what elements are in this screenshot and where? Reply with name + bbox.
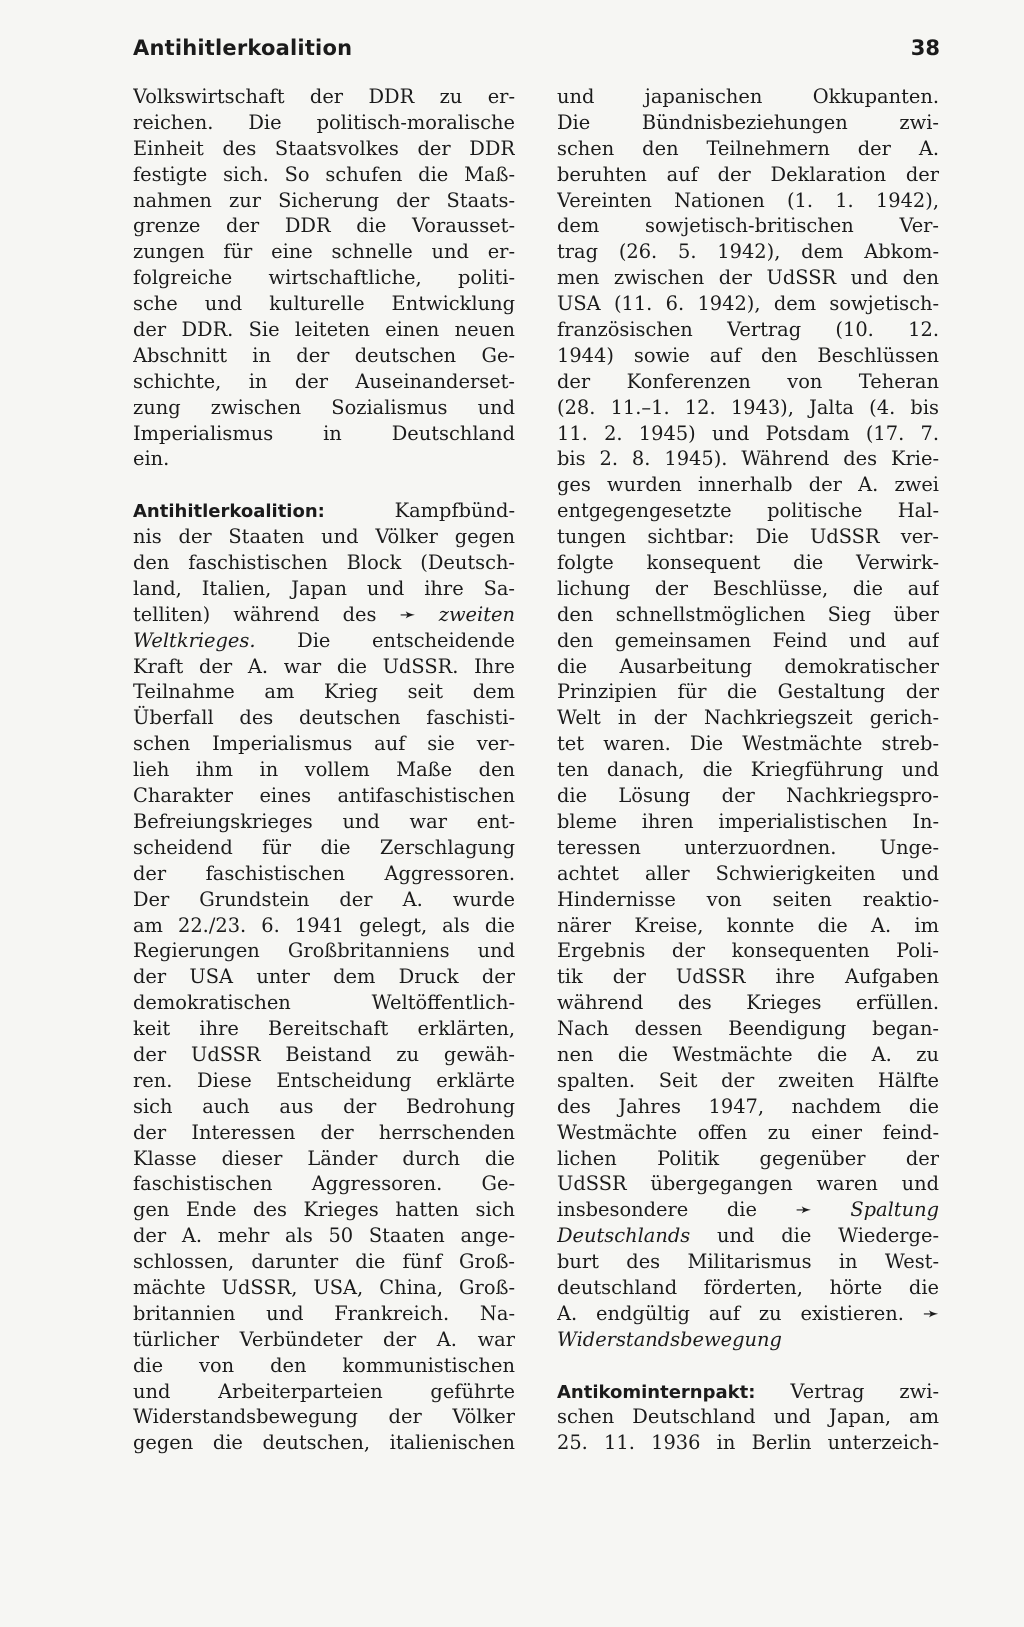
entry-line: insbesondere die ➛ Spaltung <box>557 1198 939 1222</box>
text-line: folgte konsequent die Verwirk- <box>557 551 939 575</box>
cross-reference-arrow-icon: ➛ <box>399 602 416 626</box>
text-line: türlicher Verbündeter der A. war <box>133 1327 515 1351</box>
text-line: scheidend für die Zerschlagung <box>133 835 515 859</box>
cross-reference-link[interactable]: Spaltung <box>811 1198 939 1222</box>
text-line: nahmen zur Sicherung der Staats- <box>133 188 515 212</box>
text-line: Imperialismus in Deutschland <box>133 421 515 445</box>
text-line: sche und kulturelle Entwicklung <box>133 292 515 316</box>
entry-text <box>133 524 515 602</box>
text-line: Westmächte offen zu einer feind- <box>557 1120 939 1144</box>
text-line: den faschistischen Block (Deutsch- <box>133 551 515 575</box>
text-line: zungen für eine schnelle und er- <box>133 240 515 264</box>
text-line: Hindernisse von seiten reaktio- <box>557 887 939 911</box>
text-line: der USA unter dem Druck der <box>133 965 515 989</box>
text-line: UdSSR übergegangen waren und <box>557 1172 939 1196</box>
text-line: der Interessen der herrschenden <box>133 1120 515 1144</box>
text-line: der faschistischen Aggressoren. <box>133 861 515 885</box>
text-line: der Konferenzen von Teheran <box>557 369 939 393</box>
text-line: gen Ende des Krieges hatten sich <box>133 1198 515 1222</box>
text-line: schen den Teilnehmern der A. <box>557 136 939 160</box>
text-line: die Ausarbeitung demokratischer <box>557 654 939 678</box>
text-line: die Lösung der Nachkriegspro- <box>557 784 939 808</box>
text-line: Klasse dieser Länder durch die <box>133 1146 515 1170</box>
text-line: Teilnahme am Krieg seit dem <box>133 680 515 704</box>
entry-separator <box>557 1353 939 1379</box>
text-line: land, Italien, Japan und ihre Sa- <box>133 576 515 600</box>
text-line: keit ihre Bereitschaft erklärten, <box>133 1017 515 1041</box>
page-header <box>133 36 940 72</box>
entry-line: telliten) während des ➛ zweiten <box>133 602 515 626</box>
text-line: burt des Militarismus in West- <box>557 1250 939 1274</box>
text-line: spalten. Seit der zweiten Hälfte <box>557 1068 939 1092</box>
text-line: Vereinten Nationen (1. 1. 1942), <box>557 188 939 212</box>
cross-reference-link[interactable]: zweiten <box>415 602 515 626</box>
entry-headword: Antikominternpakt: <box>557 1381 756 1403</box>
text-line: trag (26. 5. 1942), dem Abkom- <box>557 240 939 264</box>
text-line: während des Krieges erfüllen. <box>557 991 939 1015</box>
text-line: Prinzipien für die Gestaltung der <box>557 680 939 704</box>
text-line: Volkswirtschaft der DDR zu er- <box>133 85 515 108</box>
cross-reference-link[interactable]: Deutschlands <box>557 1224 691 1248</box>
text-line: der DDR. Sie leiteten einen neuen <box>133 318 515 342</box>
text-line: beruhten auf der Deklaration der <box>557 162 939 186</box>
text-line: Einheit des Staatsvolkes der DDR <box>133 136 515 160</box>
text-line: und Arbeiterparteien geführte <box>133 1379 515 1403</box>
text-line: Der Grundstein der A. wurde <box>133 887 515 911</box>
text-line: nis der Staaten und Völker gegen <box>133 525 515 549</box>
text-line: die von den kommunistischen <box>133 1353 515 1377</box>
entry-line: Deutschlands und die Wiederge- <box>557 1224 939 1248</box>
text-line: lieh ihm in vollem Maße den <box>133 758 515 782</box>
text-line: tungen sichtbar: Die UdSSR ver- <box>557 525 939 549</box>
entry-text <box>133 654 515 1457</box>
text-line: deutschland förderten, hörte die <box>557 1275 939 1299</box>
text-line: britannien und Frankreich. Na- <box>133 1301 515 1325</box>
entry-text <box>557 84 939 1197</box>
text-line: ein. <box>133 447 170 471</box>
text-line: am 22./23. 6. 1941 gelegt, als die <box>133 913 515 937</box>
entry-text <box>557 1249 939 1301</box>
text-line: den schnellstmöglichen Sieg über <box>557 602 939 626</box>
cross-reference-link[interactable]: Weltkrieges. <box>133 628 256 652</box>
text-line: französischen Vertrag (10. 12. <box>557 318 939 342</box>
entry-separator <box>133 472 515 498</box>
text-line: lichung der Beschlüsse, die auf <box>557 576 939 600</box>
text-line: achtet aller Schwierigkeiten und <box>557 861 939 885</box>
text-line: ren. Diese Entscheidung erklärte <box>133 1068 515 1092</box>
text-line: bleme ihren imperialistischen In- <box>557 809 939 833</box>
running-head-title: Antihitlerkoalition <box>133 36 353 60</box>
text-line: reichen. Die politisch-moralische <box>133 110 515 134</box>
text-line: zung zwischen Sozialismus und <box>133 395 515 419</box>
text-line: gegen die deutschen, italienischen <box>133 1431 515 1455</box>
text-line: Welt in der Nachkriegszeit gerich- <box>557 706 939 730</box>
cross-reference-arrow-icon: ➛ <box>795 1198 812 1222</box>
text-line: schen Deutschland und Japan, am <box>557 1405 939 1429</box>
text-line: des Jahres 1947, nachdem die <box>557 1094 939 1118</box>
text-line: schen Imperialismus auf sie ver- <box>133 732 515 756</box>
text-line: tik der UdSSR ihre Aufgaben <box>557 965 939 989</box>
text-line: bis 2. 8. 1945). Während des Krie- <box>557 447 939 471</box>
text-line: (28. 11.–1. 12. 1943), Jalta (4. bis <box>557 395 939 419</box>
entry-line: A. endgültig auf zu existieren. ➛ <box>557 1301 939 1325</box>
text-line: lichen Politik gegenüber der <box>557 1146 939 1170</box>
text-line: Die Bündnisbeziehungen zwi- <box>557 110 939 134</box>
text-line: 25. 11. 1936 in Berlin unterzeich- <box>557 1431 939 1455</box>
text-line: men zwischen der UdSSR und den <box>557 266 939 290</box>
text-line: Befreiungskrieges und war ent- <box>133 809 515 833</box>
text-line: 11. 2. 1945) und Potsdam (17. 7. <box>557 421 939 445</box>
cross-reference-link[interactable]: Widerstandsbewegung <box>557 1327 782 1351</box>
text-line: faschistischen Aggressoren. Ge- <box>133 1172 515 1196</box>
text-line: ten danach, die Kriegführung und <box>557 758 939 782</box>
text-line: folgreiche wirtschaftliche, politi- <box>133 266 515 290</box>
text-line: schichte, in der Auseinanderset- <box>133 369 515 393</box>
text-line: Ergebnis der konsequenten Poli- <box>557 939 939 963</box>
text-line: 1944) sowie auf den Beschlüssen <box>557 343 939 367</box>
text-line: dem sowjetisch-britischen Ver- <box>557 214 939 238</box>
text-line: närer Kreise, konnte die A. im <box>557 913 939 937</box>
text-line: schlossen, darunter die fünf Groß- <box>133 1250 515 1274</box>
text-line: sich auch aus der Bedrohung <box>133 1094 515 1118</box>
page-number: 38 <box>910 36 940 60</box>
left-column <box>133 84 515 1456</box>
continued-entry-text <box>133 84 515 472</box>
text-line: der A. mehr als 50 Staaten ange- <box>133 1224 515 1248</box>
entry-line: Weltkrieges. Die entscheidende <box>133 628 515 652</box>
text-line: den gemeinsamen Feind und auf <box>557 628 939 652</box>
text-line: Kraft der A. war die UdSSR. Ihre <box>133 654 515 678</box>
entry-headword: Antihitlerkoalition: <box>133 501 325 523</box>
text-line: Nach dessen Beendigung began- <box>557 1017 939 1041</box>
text-line: Charakter eines antifaschistischen <box>133 784 515 808</box>
entry-text <box>557 1404 939 1456</box>
cross-reference-arrow-icon: ➛ <box>922 1301 939 1325</box>
entry-line <box>557 1327 939 1353</box>
text-line: Regierungen Großbritanniens und <box>133 939 515 963</box>
text-line: entgegengesetzte politische Hal- <box>557 499 939 523</box>
text-line: der UdSSR Beistand zu gewäh- <box>133 1042 515 1066</box>
entry-first-line: Antihitlerkoalition: Kampfbünd- <box>133 499 515 523</box>
text-line: festigte sich. So schufen die Maß- <box>133 162 515 186</box>
text-line: grenze der DDR die Vorausset- <box>133 214 515 238</box>
text-line: ges wurden innerhalb der A. zwei <box>557 473 939 497</box>
text-line: demokratischen Weltöffentlich- <box>133 991 515 1015</box>
text-line: USA (11. 6. 1942), dem sowjetisch- <box>557 292 939 316</box>
text-line: Abschnitt in der deutschen Ge- <box>133 343 515 367</box>
text-line: Widerstandsbewegung der Völker <box>133 1405 515 1429</box>
text-line: mächte UdSSR, USA, China, Groß- <box>133 1275 515 1299</box>
text-line: Überfall des deutschen faschisti- <box>133 706 515 730</box>
text-line: nen die Westmächte die A. zu <box>557 1042 939 1066</box>
text-line: teressen unterzuordnen. Unge- <box>557 835 939 859</box>
text-line: und japanischen Okkupanten. <box>557 85 939 108</box>
right-column <box>557 84 939 1456</box>
text-line: tet waren. Die Westmächte streb- <box>557 732 939 756</box>
entry-first-line: Antikominternpakt: Vertrag zwi- <box>557 1379 939 1403</box>
